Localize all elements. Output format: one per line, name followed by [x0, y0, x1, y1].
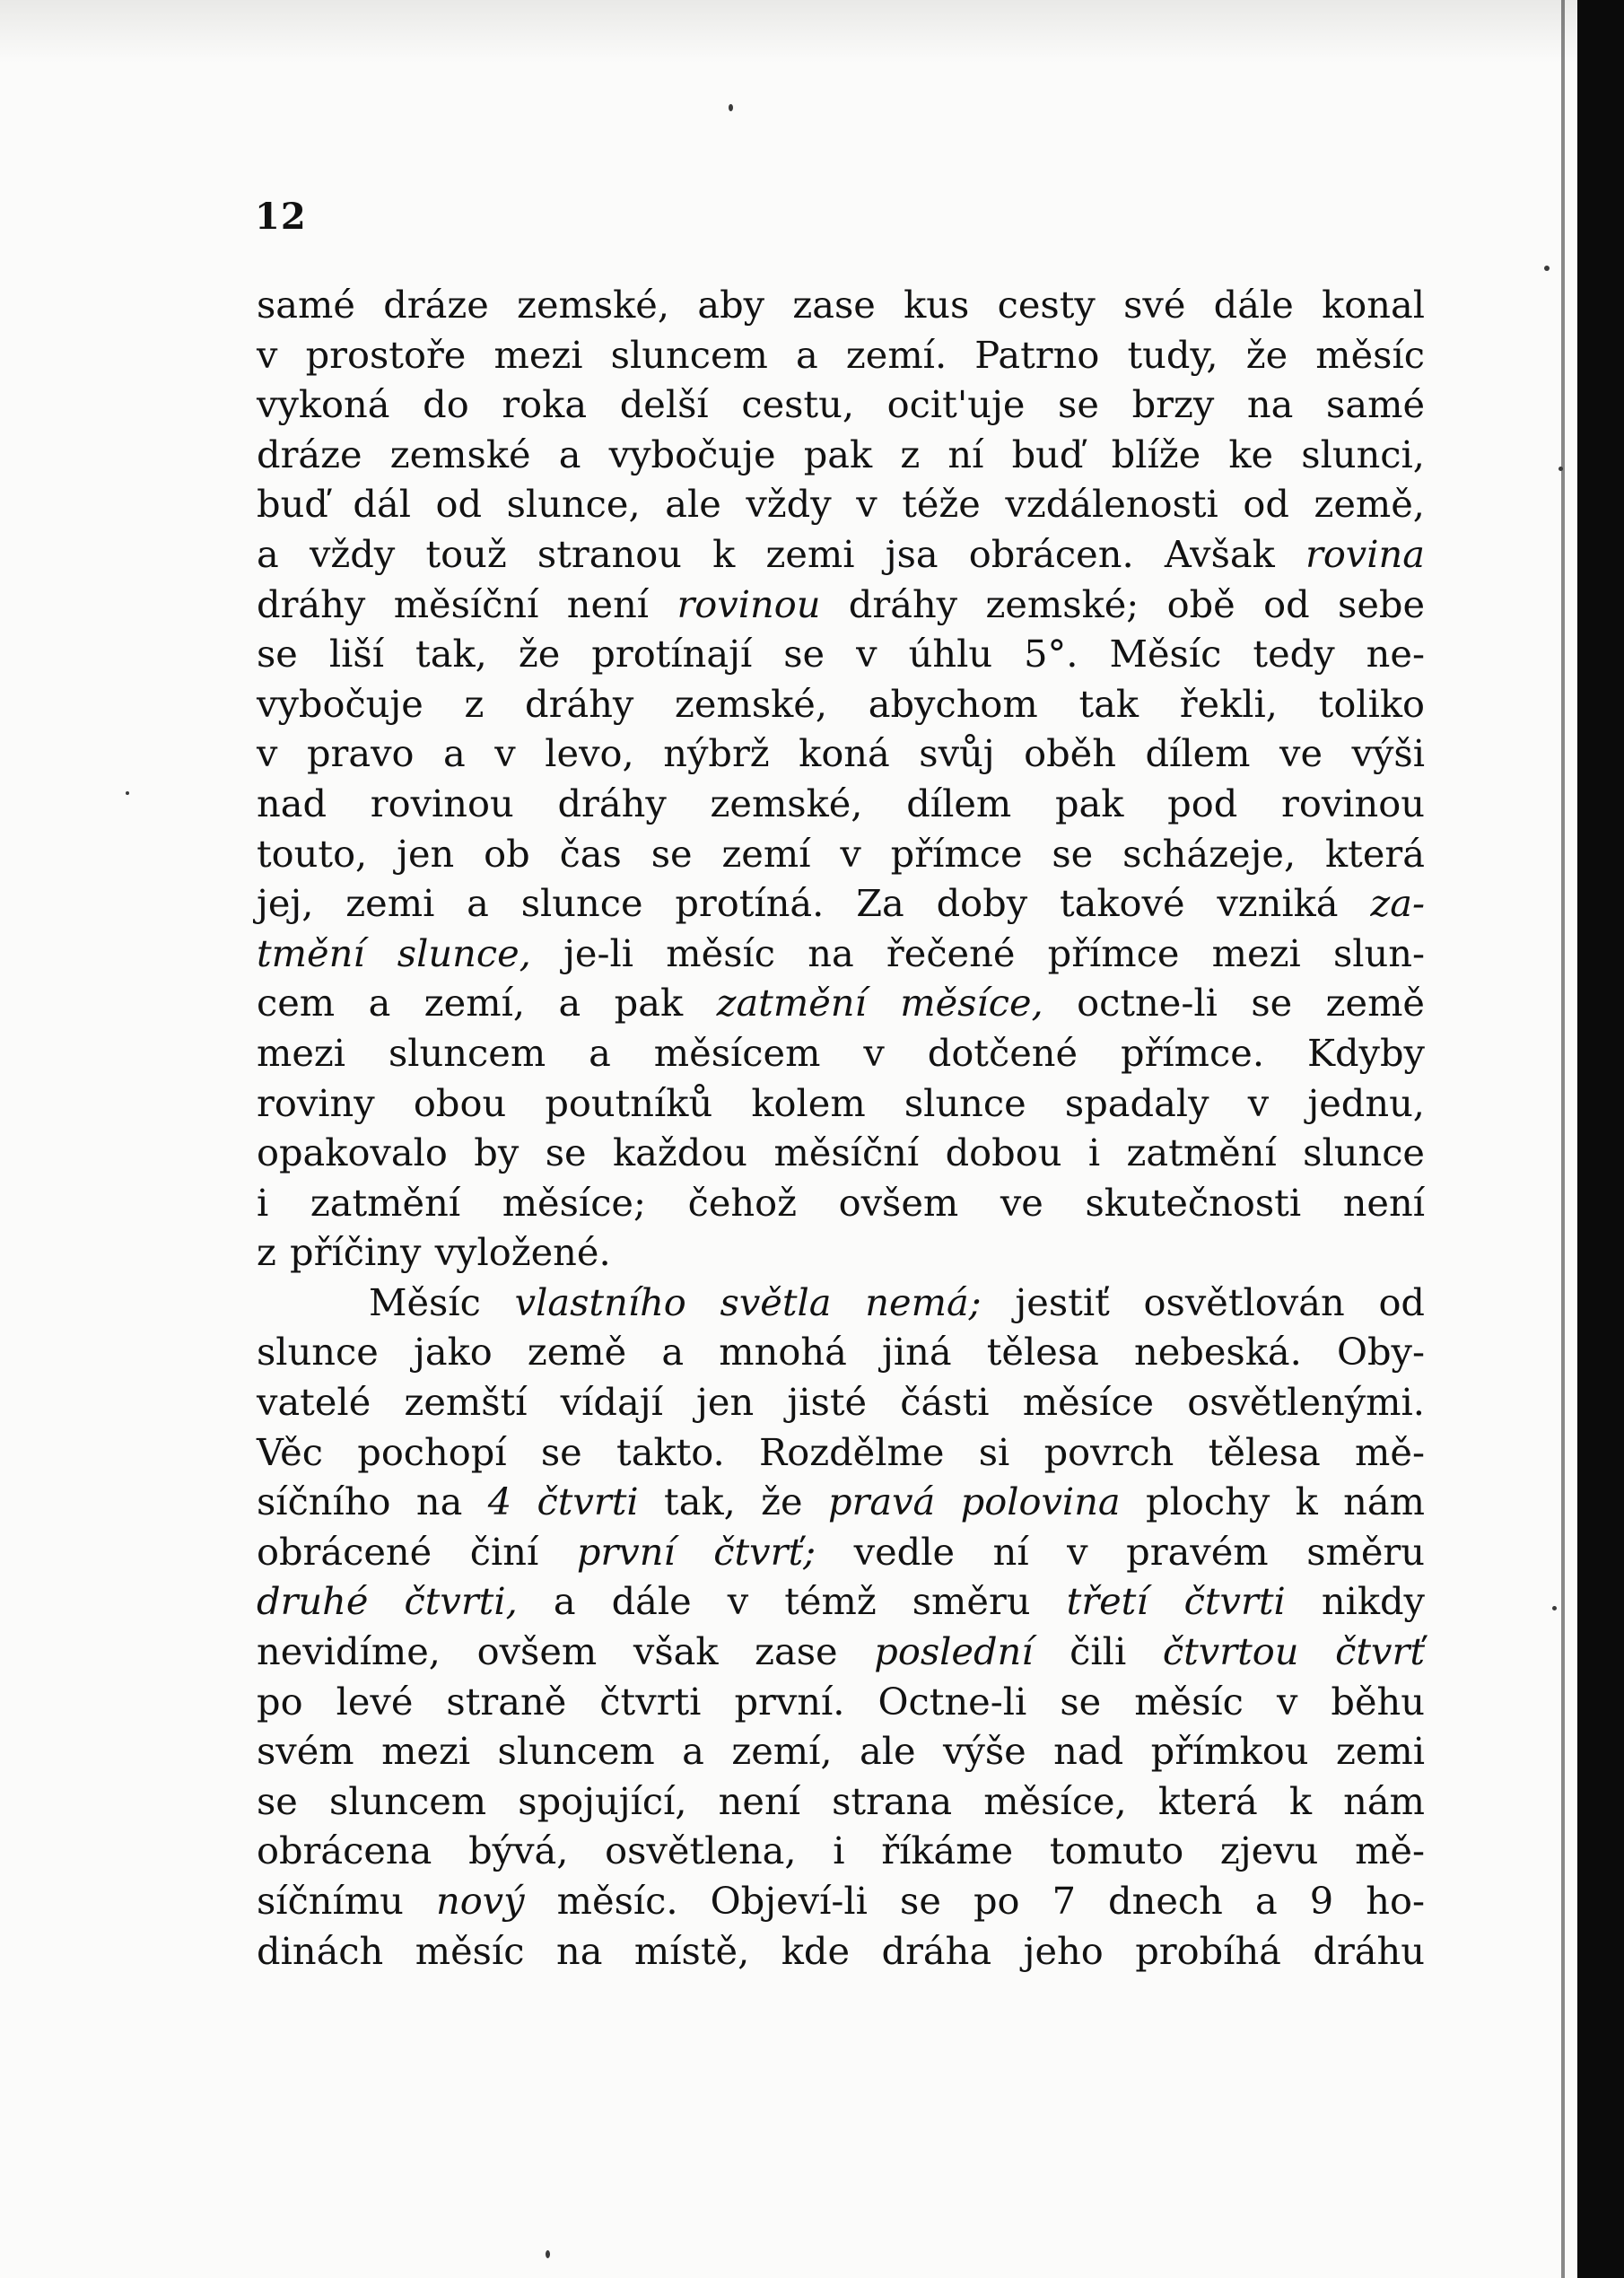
- text-line: [257, 1327, 1425, 1377]
- text-segment: buď dál od slunce, ale vždy v téže vzdálenosti od země,: [257, 482, 1425, 527]
- text-segment: nevidíme, ovšem však zase: [257, 1629, 875, 1674]
- text-segment: síčního na: [257, 1479, 488, 1524]
- italic-text: vlastního světla nemá;: [514, 1279, 982, 1324]
- text-segment: cem a zemí, a pak: [257, 981, 717, 1026]
- text-line: [257, 1278, 1425, 1328]
- text-line: [257, 829, 1425, 879]
- text-line: [257, 929, 1425, 979]
- text-line: [257, 978, 1425, 1028]
- text-segment: dráhy zemské; obě od sebe: [820, 581, 1426, 626]
- text-segment: vedle ní v pravém směru: [816, 1529, 1425, 1574]
- scan-speck: [126, 791, 129, 795]
- scan-edge-line: [1561, 0, 1565, 2278]
- italic-text: zatmění měsíce,: [716, 981, 1043, 1026]
- text-line: [257, 430, 1425, 480]
- italic-text: čtvrtou čtvrť: [1162, 1629, 1425, 1674]
- text-segment: se liší tak, že protínají se v úhlu 5°. Měsíc tedy ne-: [257, 632, 1425, 676]
- scan-speck: [1544, 266, 1550, 271]
- italic-text: první čtvrť;: [576, 1529, 816, 1574]
- scan-speck: [546, 2250, 550, 2258]
- text-segment: mezi sluncem a měsícem v dotčené přímce. Kdyby: [257, 1030, 1425, 1075]
- body-text: [257, 280, 1425, 1976]
- text-line: [257, 1028, 1425, 1078]
- text-line: [257, 1876, 1425, 1926]
- text-segment: a vždy touž stranou k zemi jsa obrácen. Avšak: [257, 531, 1305, 576]
- text-line: [257, 878, 1425, 929]
- italic-text: 4 čtvrti: [487, 1479, 639, 1524]
- text-line: [257, 1826, 1425, 1876]
- text-line: [257, 1527, 1425, 1577]
- scan-top-shadow: [0, 0, 1577, 63]
- text-line: [257, 280, 1425, 330]
- text-segment: i zatmění měsíce; čehož ovšem ve skutečnosti není: [257, 1180, 1425, 1225]
- text-line: [257, 1078, 1425, 1129]
- text-segment: vykoná do roka delší cestu, ocit'uje se brzy na samé: [257, 382, 1425, 427]
- text-segment: jej, zemi a slunce protíná. Za doby takové vzniká: [257, 881, 1371, 926]
- text-line: [257, 1227, 1425, 1278]
- text-segment: v prostoře mezi sluncem a zemí. Patrno tudy, že měsíc: [257, 332, 1425, 377]
- italic-text: třetí čtvrti: [1066, 1579, 1286, 1624]
- text-segment: vatelé zemští vídají jen jisté části měsíce osvětlenými.: [257, 1380, 1425, 1425]
- text-segment: dráze zemské a vybočuje pak z ní buď blíže ke slunci,: [257, 432, 1425, 476]
- text-segment: plochy k nám: [1120, 1479, 1425, 1524]
- text-segment: je-li měsíc na řečené přímce mezi slun-: [530, 930, 1425, 975]
- text-line: [257, 1576, 1425, 1627]
- text-segment: touto, jen ob čas se zemí v přímce se scházeje, která: [257, 831, 1425, 876]
- italic-text: druhé čtvrti,: [257, 1579, 518, 1624]
- text-line: [257, 1427, 1425, 1478]
- text-segment: Měsíc: [369, 1279, 515, 1324]
- text-segment: dráhy měsíční není: [257, 581, 677, 626]
- text-line: [257, 1926, 1425, 1977]
- text-line: [257, 580, 1425, 630]
- text-line: [257, 479, 1425, 529]
- text-segment: v pravo a v levo, nýbrž koná svůj oběh dílem ve výši: [257, 731, 1425, 776]
- text-segment: roviny obou poutníků kolem slunce spadaly v jednu,: [257, 1080, 1425, 1125]
- text-segment: obrácena bývá, osvětlena, i říkáme tomuto zjevu mě-: [257, 1829, 1425, 1873]
- italic-text: poslední: [874, 1629, 1034, 1674]
- italic-text: tmění slunce,: [257, 930, 531, 975]
- text-segment: tak, že: [638, 1479, 828, 1524]
- text-line: [257, 1726, 1425, 1776]
- italic-text: pravá polovina: [827, 1479, 1121, 1524]
- scan-speck: [729, 104, 733, 111]
- text-line: [257, 1128, 1425, 1178]
- text-segment: octne-li se země: [1043, 981, 1425, 1026]
- italic-text: rovina: [1305, 531, 1425, 576]
- text-segment: opakovalo by se každou měsíční dobou i zatmění slunce: [257, 1130, 1425, 1175]
- page-number: 12: [255, 196, 307, 238]
- text-segment: samé dráze zemské, aby zase kus cesty své dále konal: [257, 283, 1425, 327]
- text-line: [257, 1377, 1425, 1427]
- italic-text: za-: [1370, 881, 1425, 926]
- text-segment: a dále v témž směru: [517, 1579, 1067, 1624]
- text-segment: obrácené činí: [257, 1529, 577, 1574]
- text-segment: Věc pochopí se takto. Rozdělme si povrch tělesa mě-: [257, 1429, 1425, 1474]
- text-line: [257, 1677, 1425, 1727]
- text-line: [257, 729, 1425, 779]
- text-line: [257, 330, 1425, 380]
- text-line: [257, 1178, 1425, 1228]
- scan-speck: [1552, 1606, 1557, 1610]
- scan-speck: [1559, 467, 1563, 471]
- text-line: [257, 779, 1425, 829]
- text-segment: se sluncem spojující, není strana měsíce, která k nám: [257, 1778, 1425, 1823]
- text-segment: dinách měsíc na místě, kde dráha jeho probíhá dráhu: [257, 1928, 1425, 1973]
- text-line: [257, 1477, 1425, 1527]
- text-segment: vybočuje z dráhy zemské, abychom tak řekli, toliko: [257, 681, 1425, 726]
- text-line: [257, 679, 1425, 729]
- italic-text: rovinou: [677, 581, 821, 626]
- text-segment: svém mezi sluncem a zemí, ale výše nad přímkou zemi: [257, 1729, 1425, 1774]
- italic-text: nový: [435, 1879, 525, 1923]
- text-line: [257, 1776, 1425, 1827]
- text-segment: z příčiny vyložené.: [257, 1230, 611, 1275]
- scan-edge-bar: [1577, 0, 1624, 2278]
- text-segment: čili: [1033, 1629, 1163, 1674]
- text-segment: jestiť osvětlován od: [981, 1279, 1425, 1324]
- text-segment: slunce jako země a mnohá jiná tělesa nebeská. Oby-: [257, 1330, 1425, 1375]
- text-segment: měsíc. Objeví-li se po 7 dnech a 9 ho-: [524, 1879, 1425, 1923]
- text-line: [257, 1627, 1425, 1677]
- text-line: [257, 380, 1425, 430]
- text-segment: síčnímu: [257, 1879, 436, 1923]
- text-segment: nad rovinou dráhy zemské, dílem pak pod rovinou: [257, 781, 1425, 825]
- text-line: [257, 529, 1425, 580]
- text-segment: nikdy: [1285, 1579, 1425, 1624]
- text-line: [257, 629, 1425, 679]
- text-segment: po levé straně čtvrti první. Octne-li se měsíc v běhu: [257, 1679, 1425, 1724]
